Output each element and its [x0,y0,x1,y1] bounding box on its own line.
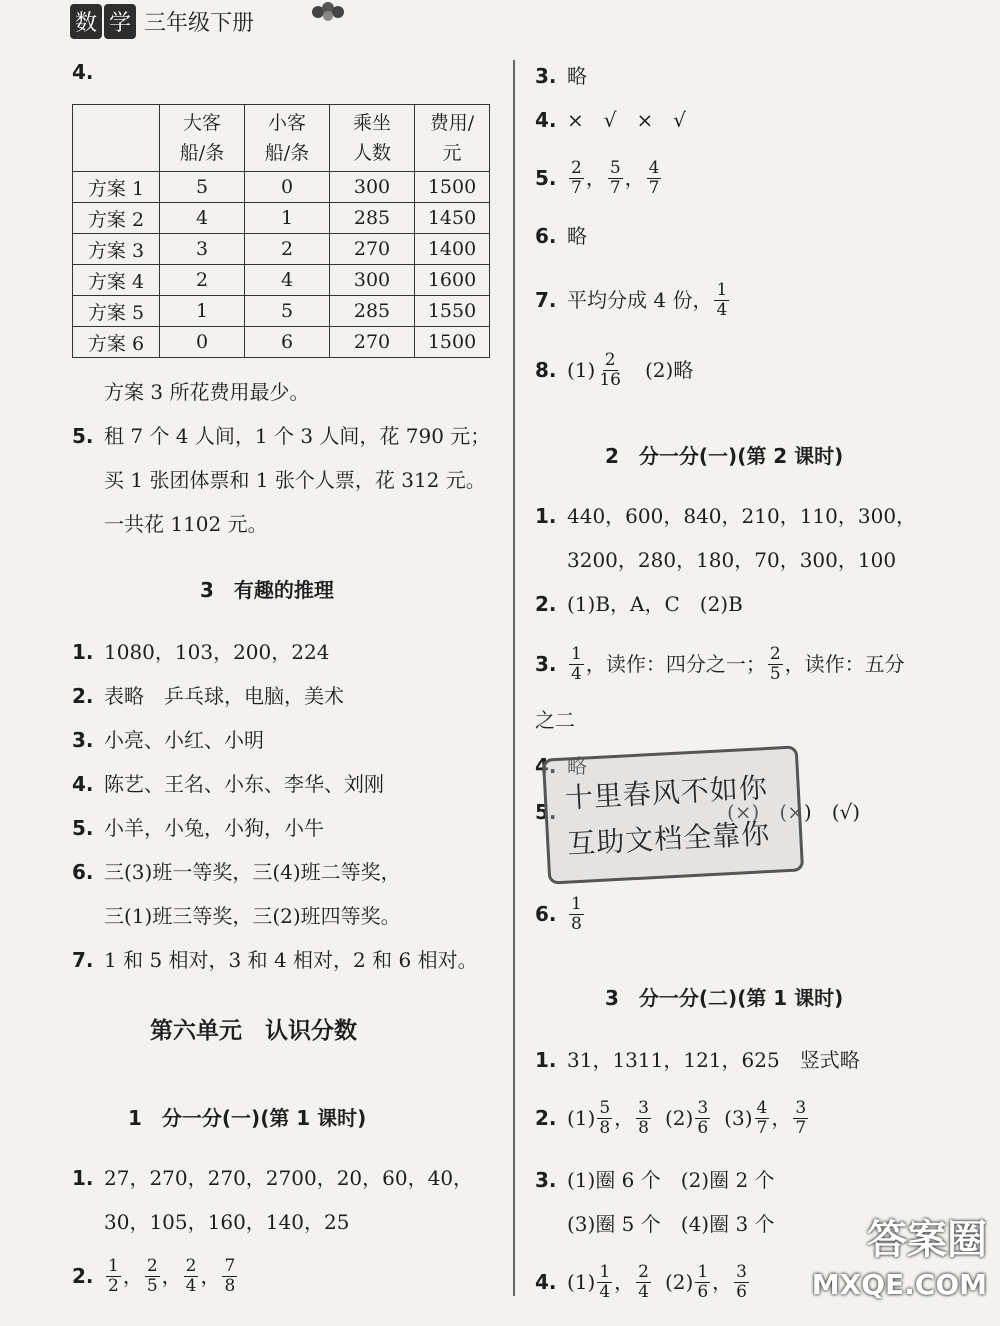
list-item: 7. 1 和 5 相对，3 和 4 相对，2 和 6 相对。 [72,948,478,972]
fraction: $\frac{1}{8}$ [571,893,582,934]
lesson2-question-6: 6. $\frac{1}{8}$ [535,893,582,934]
fraction: $\frac{5}{7}$ [609,157,621,198]
q5-line-2: 买 1 张团体票和 1 张个人票，花 312 元。 [104,468,486,492]
list-item: 4. 陈艺、王名、小东、李华、刘刚 [72,772,384,796]
stamp-line-1: 十里春风不如你 [564,771,769,815]
fraction: $\frac{3}{6}$ [697,1097,709,1138]
lesson2-q1-line-2: 3200，280，180，70，300，100 [567,548,897,572]
list-item-continuation: 三(1)班三等奖，三(2)班四等奖。 [104,904,401,928]
fraction: $\frac{1}{2}$ [108,1255,119,1296]
subject-badge: 数 [70,4,102,39]
r-question-7: 7. 平均分成 4 份， $\frac{1}{4}$ [535,279,728,320]
r-question-4: 4. × √ × √ [535,108,687,132]
section-title-lesson-2: 2 分一分(一)(第 2 课时) [605,444,844,468]
question-5: 5. 租 7 个 4 人间，1 个 3 人间，花 790 元； [72,424,491,448]
table-header-row: 大客 船/条 小客 船/条 乘坐 人数 费用/ 元 [73,105,490,172]
lesson1-question-1: 1. 27，270，270，2700，20，60，40， [72,1166,474,1190]
fraction: $\frac{7}{8}$ [224,1255,236,1296]
r-question-5: 5. $\frac{2}{7}$ ， $\frac{5}{7}$ ， $\frac{4}{7}$ [535,157,660,198]
section-title-lesson-1: 1 分一分(一)(第 1 课时) [128,1106,367,1130]
section-title-lesson-3: 3 分一分(二)(第 1 课时) [605,986,844,1010]
fraction: $\frac{3}{6}$ [736,1261,747,1302]
lesson2-question-3: 3. $\frac{1}{4}$ ，读作：四分之一； $\frac{2}{5}$ ，读作：五分 [535,643,905,684]
lesson2-question-5: 5. (×) (×) (√) [535,800,861,824]
lesson3-question-4: 4. (1) $\frac{1}{4}$ ， $\frac{2}{4}$ (2) $\frac{1}{6}$ ， $\frac{3}{6}$ [535,1261,747,1302]
fraction: $\frac{2}{5}$ [769,643,781,684]
q5-line-3: 一共花 1102 元。 [104,512,268,536]
list-item: 1. 1080，103，200，224 [72,640,330,664]
table-row: 方案 1 5 0 300 1500 [73,172,490,203]
list-item: 5. 小羊，小兔，小狗，小牛 [72,816,324,840]
table-row: 方案 3 3 2 270 1400 [73,234,490,265]
fraction: $\frac{1}{4}$ [716,279,728,320]
lesson2-question-2: 2. (1)B，A，C (2)B [535,592,743,616]
fraction: $\frac{5}{8}$ [599,1097,611,1138]
watermark-logo [811,1208,995,1318]
fraction: $\frac{1}{4}$ [571,643,582,684]
fraction: $\frac{2}{7}$ [571,157,582,198]
table-row: 方案 2 4 1 285 1450 [73,203,490,234]
fraction: $\frac{4}{7}$ [648,157,660,198]
fraction: $\frac{2}{4}$ [638,1261,649,1302]
q4-conclusion: 方案 3 所花费用最少。 [104,380,310,404]
list-item: 2. 表略 乒乓球，电脑，美术 [72,684,344,708]
column-divider [513,60,515,1296]
lesson2-q3-continuation: 之二 [535,708,575,732]
lesson2-question-4: 4. 略 [535,754,587,778]
list-item: 6. 三(3)班一等奖，三(4)班二等奖， [72,860,401,884]
fraction: $\frac{3}{8}$ [638,1097,649,1138]
fraction: $\frac{1}{6}$ [697,1261,709,1302]
r-question-6: 6. 略 [535,224,587,248]
list-item: 3. 小亮、小红、小明 [72,728,264,752]
stamp-overlay [542,745,804,884]
page-header [70,0,254,42]
fraction: $\frac{2}{5}$ [146,1255,158,1296]
table-row: 方案 6 0 6 270 1500 [73,327,490,358]
fraction: $\frac{3}{7}$ [795,1097,807,1138]
lesson1-question-2: 2. $\frac{1}{2}$ ， $\frac{2}{5}$ ， $\frac{2}{4}$ ， $\frac{7}{8}$ [72,1255,236,1296]
lesson2-question-1: 1. 440，600，840，210，110，300， [535,504,917,528]
watermark-en: MXQE.COM [811,1268,987,1301]
lesson1-q1-line-2: 30，105，160，140，25 [104,1210,350,1234]
fraction: $\frac{1}{4}$ [599,1261,611,1302]
watermark-cn: 答案圈 [867,1217,987,1263]
r-question-3: 3. 略 [535,64,587,88]
lesson3-question-1: 1. 31，1311，121，625 竖式略 [535,1048,860,1072]
fraction: $\frac{2}{16}$ [599,349,621,390]
r-question-8: 8. (1) $\frac{2}{16}$ (2)略 [535,349,694,390]
stamp-line-2: 互助文档全靠你 [566,816,771,861]
lesson3-question-3: 3. (1)圈 6 个 (2)圈 2 个 [535,1168,775,1192]
lesson3-q3-line-2: (3)圈 5 个 (4)圈 3 个 [567,1212,775,1236]
subject-badge-2: 学 [104,4,136,39]
fraction: $\frac{2}{4}$ [185,1255,197,1296]
section-title-reasoning: 3 有趣的推理 [200,578,334,602]
table-row: 方案 5 1 5 285 1550 [73,296,490,327]
grade-label: 三年级下册 [144,10,255,36]
table-row: 方案 4 2 4 300 1600 [73,265,490,296]
lesson3-question-2: 2. (1) $\frac{5}{8}$ ， $\frac{3}{8}$ (2) $\frac{3}{6}$ (3) $\frac{4}{7}$ ， $\frac{3}{7}$ [535,1097,807,1138]
plan-table [72,104,490,358]
question-4: 4. [72,60,94,84]
flower-decoration-icon [300,0,360,26]
unit-title: 第六单元 认识分数 [150,1018,357,1044]
fraction: $\frac{4}{7}$ [756,1097,768,1138]
